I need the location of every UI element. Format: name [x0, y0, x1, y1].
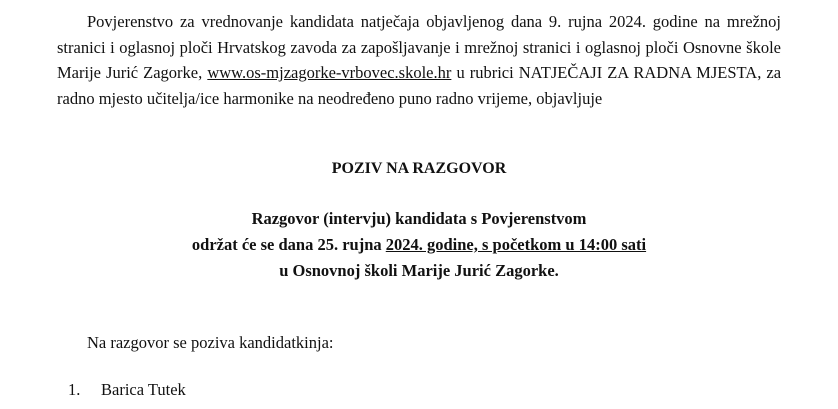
intro-paragraph	[57, 9, 781, 111]
interview-line-2	[0, 232, 838, 258]
invite-text: Na razgovor se poziva kandidatkinja:	[87, 333, 334, 352]
interview-time-text: 2024. godine, s početkom u 14:00 sati	[385, 235, 647, 254]
interview-line-3: u Osnovnoj školi Marije Jurić Zagorke.	[279, 261, 559, 280]
interview-details	[0, 206, 838, 284]
intro-text-part2: u rubrici NATJEČAJI ZA RADNA MJESTA, za radno mjesto učitelja/ice harmonike na neodređeno puno radno vrijeme, objavljuje	[57, 63, 782, 108]
candidate-name: Barica Tutek	[101, 380, 186, 399]
interview-line-1: Razgovor (intervju) kandidata s Povjerenstvom	[251, 209, 587, 228]
list-item	[68, 380, 186, 400]
invitation-heading: POZIV NA RAZGOVOR	[331, 160, 507, 177]
candidate-number: 1.	[68, 380, 81, 399]
interview-date-text: održat će se dana 25. rujna	[191, 235, 382, 254]
intro-text-part1: Povjerenstvo za vrednovanje kandidata natječaja objavljenog dana 9. rujna 2024. godine na mrežnoj stranici i oglasnoj ploči Hrvatskog zavoda za zapošljavanje i mrežnoj stranici i oglasnoj ploči Osnovne škole Marije Jurić Zagorke,	[57, 12, 781, 82]
school-website-link[interactable]: www.os-mjzagorke-vrbovec.skole.hr	[207, 63, 452, 82]
candidate-list	[68, 380, 186, 400]
